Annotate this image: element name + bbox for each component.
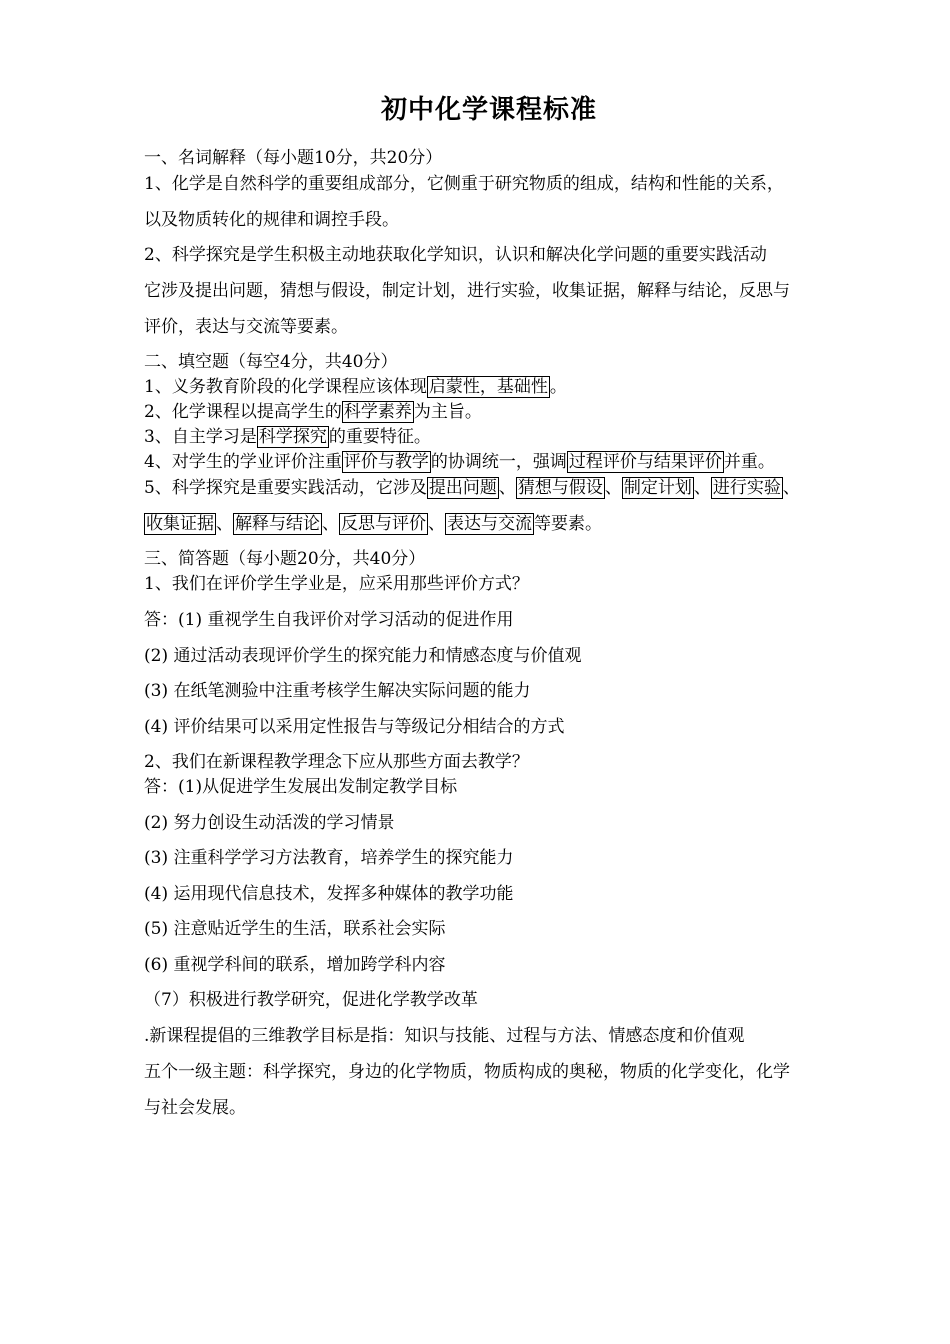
answer-1-item-3: (3) 在纸笔测验中注重考核学生解决实际问题的能力 bbox=[144, 681, 531, 701]
five-themes-line-1: 五个一级主题：科学探究，身边的化学物质，物质构成的奥秘，物质的化学变化，化学 bbox=[144, 1062, 790, 1082]
separator: 、 bbox=[322, 514, 339, 534]
fill-3-text: 3、自主学习是 bbox=[144, 427, 257, 447]
definition-1-line-2: 以及物质转化的规律和调控手段。 bbox=[144, 210, 399, 230]
fill-3 bbox=[144, 425, 431, 449]
definition-1-line-1: 1、化学是自然科学的重要组成部分，它侧重于研究物质的组成，结构和性能的关系， bbox=[144, 174, 784, 194]
fill-5-answer-2: 猜想与假设 bbox=[517, 478, 603, 498]
fill-2 bbox=[144, 400, 482, 424]
fill-5-answer-8: 表达与交流 bbox=[447, 514, 532, 534]
fill-5-answer-1: 提出问题 bbox=[428, 478, 497, 498]
three-dimensional-goals: .新课程提倡的三维教学目标是指：知识与技能、过程与方法、情感态度和价值观 bbox=[144, 1026, 745, 1046]
fill-4-answer-a: 评价与教学 bbox=[343, 452, 429, 472]
fill-5-answer-3: 制定计划 bbox=[623, 478, 692, 498]
section-2-heading: 二、填空题（每空4分，共40分） bbox=[144, 352, 398, 372]
fill-4-end: 并重。 bbox=[723, 452, 775, 472]
fill-3-answer: 科学探究 bbox=[258, 427, 327, 447]
fill-2-end: 为主旨。 bbox=[413, 402, 482, 422]
fill-3-end: 的重要特征。 bbox=[328, 427, 431, 447]
fill-5-answer-7: 反思与评价 bbox=[341, 514, 426, 534]
fill-5-end: 等要素。 bbox=[534, 514, 602, 534]
fill-1-end: 。 bbox=[549, 377, 567, 397]
question-2: 2、我们在新课程教学理念下应从那些方面去教学？ bbox=[144, 752, 529, 772]
separator: 、 bbox=[498, 478, 516, 498]
fill-1 bbox=[144, 375, 567, 399]
answer-2-item-1: 答：(1)从促进学生发展出发制定教学目标 bbox=[144, 777, 458, 797]
section-1-heading: 一、名词解释（每小题10分，共20分） bbox=[144, 148, 443, 168]
separator: 、 bbox=[782, 478, 800, 498]
fill-2-answer: 科学素养 bbox=[343, 402, 412, 422]
fill-1-text: 1、义务教育阶段的化学课程应该体现 bbox=[144, 377, 427, 397]
fill-1-answer: 启蒙性，基础性 bbox=[428, 377, 548, 397]
five-themes-line-2: 与社会发展。 bbox=[144, 1098, 246, 1118]
answer-2-item-5: (5) 注意贴近学生的生活，联系社会实际 bbox=[144, 919, 446, 939]
fill-4-mid: 的协调统一，强调 bbox=[430, 452, 567, 472]
fill-4-answer-b: 过程评价与结果评价 bbox=[568, 452, 722, 472]
definition-2-line-3: 评价，表达与交流等要素。 bbox=[144, 317, 348, 337]
separator: 、 bbox=[216, 514, 233, 534]
answer-1-item-4: (4) 评价结果可以采用定性报告与等级记分相结合的方式 bbox=[144, 717, 565, 737]
answer-2-item-7: （7）积极进行教学研究，促进化学教学改革 bbox=[144, 990, 478, 1010]
fill-4-text: 4、对学生的学业评价注重 bbox=[144, 452, 342, 472]
separator: 、 bbox=[693, 478, 711, 498]
definition-2-line-2: 它涉及提出问题，猜想与假设，制定计划，进行实验，收集证据，解释与结论，反思与 bbox=[144, 281, 790, 301]
fill-5-answer-5: 收集证据 bbox=[146, 514, 214, 534]
question-1: 1、我们在评价学生学业是，应采用那些评价方式？ bbox=[144, 574, 529, 594]
answer-2-item-6: (6) 重视学科间的联系，增加跨学科内容 bbox=[144, 955, 446, 975]
answer-1-item-2: (2) 通过活动表现评价学生的探究能力和情感态度与价值观 bbox=[144, 646, 582, 666]
separator: 、 bbox=[604, 478, 622, 498]
answer-2-item-2: (2) 努力创设生动活泼的学习情景 bbox=[144, 813, 395, 833]
section-3-heading: 三、简答题（每小题20分，共40分） bbox=[144, 549, 426, 569]
separator: 、 bbox=[428, 514, 445, 534]
answer-2-item-4: (4) 运用现代信息技术，发挥多种媒体的教学功能 bbox=[144, 884, 514, 904]
definition-2-line-1: 2、科学探究是学生积极主动地获取化学知识，认识和解决化学问题的重要实践活动 bbox=[144, 245, 767, 265]
fill-5-answer-4: 进行实验 bbox=[712, 478, 781, 498]
fill-5-line-2 bbox=[144, 512, 602, 536]
fill-5-answer-6: 解释与结论 bbox=[235, 514, 320, 534]
fill-5-text: 5、科学探究是重要实践活动，它涉及 bbox=[144, 478, 427, 498]
answer-2-item-3: (3) 注重科学学习方法教育，培养学生的探究能力 bbox=[144, 848, 514, 868]
fill-2-text: 2、化学课程以提高学生的 bbox=[144, 402, 342, 422]
fill-4 bbox=[144, 450, 775, 474]
fill-5-line-1 bbox=[144, 476, 800, 500]
page-title: 初中化学课程标准 bbox=[380, 95, 597, 125]
answer-1-item-1: 答：(1) 重视学生自我评价对学习活动的促进作用 bbox=[144, 610, 514, 630]
